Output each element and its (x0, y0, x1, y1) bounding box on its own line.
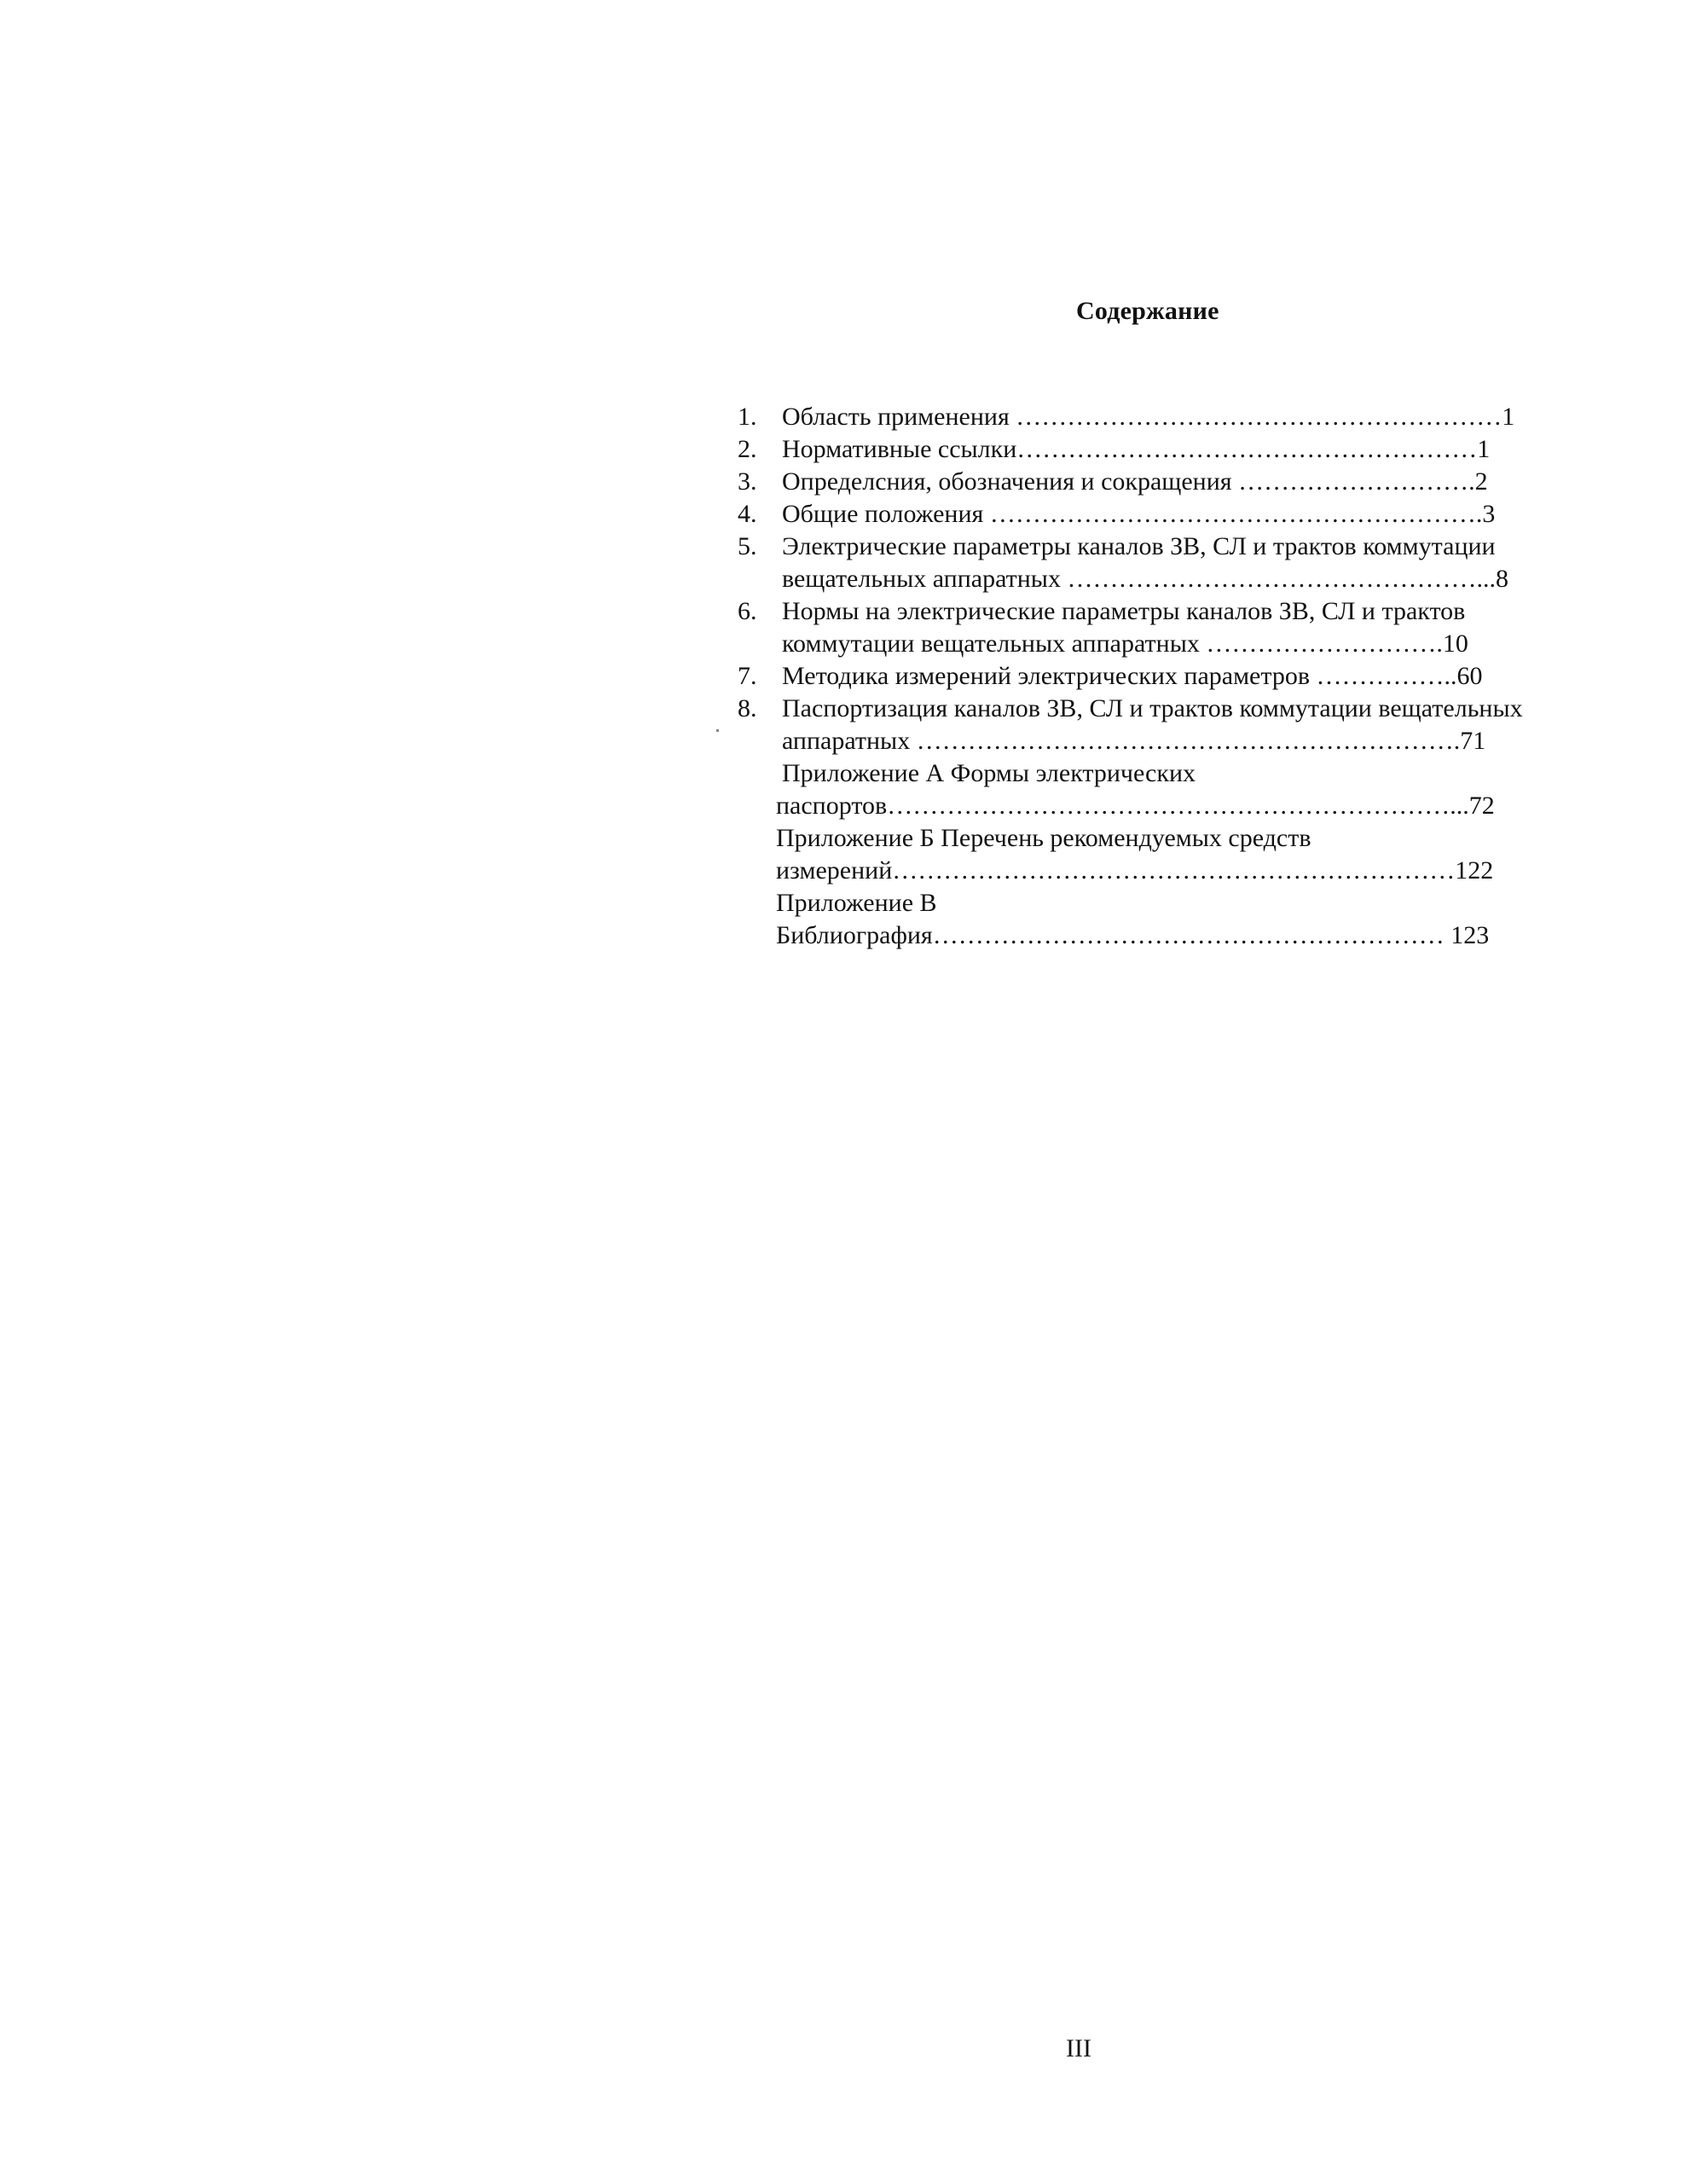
toc-entry-text: измерений…………………………………………………………122 (776, 856, 1494, 885)
toc-entry-number: 1. (738, 403, 757, 431)
page-number: III (1066, 2034, 1091, 2062)
toc-entry-number: 4. (738, 500, 757, 528)
table-of-contents (738, 401, 1590, 952)
toc-entry-text: Нормы на электрические параметры каналов ЗВ, СЛ и трактов (782, 597, 1466, 625)
toc-entry-text: Электрические параметры каналов ЗВ, СЛ и трактов коммутации (782, 532, 1496, 560)
toc-appendix-entry (738, 757, 1590, 790)
toc-entry-text: Область применения …………………………………………………1 (782, 403, 1515, 431)
toc-entry-continuation (738, 725, 1590, 757)
toc-entry-text: Приложение Б Перечень рекомендуемых средств (776, 824, 1311, 852)
toc-entry-number: 5. (738, 532, 757, 560)
toc-entry-text: вещательных аппаратных …………………………………………...8 (782, 565, 1508, 593)
toc-appendix-entry-continuation (738, 790, 1590, 822)
toc-entry (738, 693, 1590, 725)
toc-entry-text: Нормативные ссылки………………………………………………1 (782, 435, 1491, 463)
toc-entry (738, 498, 1590, 531)
toc-entry-text: Приложение В (776, 889, 937, 917)
toc-entry (738, 660, 1590, 693)
toc-entry-text: коммутации вещательных аппаратных ……………………….10 (782, 629, 1468, 658)
toc-appendix-entry-continuation (738, 855, 1590, 887)
toc-entry-text: Методика измерений электрических параметров ……………..60 (782, 662, 1483, 690)
toc-entry-text: Общие положения ………………………………………………….3 (782, 500, 1496, 528)
toc-appendix-entry-continuation (738, 919, 1590, 952)
toc-entry-number: 6. (738, 597, 757, 625)
toc-entry-continuation (738, 628, 1590, 660)
toc-entry-text: паспортов…………………………………………………………...72 (776, 792, 1495, 820)
scan-speck (716, 729, 719, 732)
toc-entry-text: Паспортизация каналов ЗВ, СЛ и трактов коммутации вещательных (782, 694, 1523, 722)
toc-entry-number: 3. (738, 467, 757, 496)
toc-entry (738, 595, 1590, 628)
toc-entry-number: 8. (738, 694, 757, 722)
toc-entry-number: 2. (738, 435, 757, 463)
toc-entry-text: аппаратных ……………………………………………………….71 (782, 727, 1486, 755)
toc-appendix-entry (738, 822, 1590, 855)
toc-entry-text: Приложение А Формы электрических (782, 759, 1196, 787)
toc-entry (738, 433, 1590, 466)
toc-entry-number: 7. (738, 662, 757, 690)
toc-entry (738, 466, 1590, 498)
toc-entry-text: Библиография…………………………………………………… 123 (776, 921, 1490, 949)
page-title: Содержание (1076, 297, 1219, 325)
toc-entry (738, 531, 1590, 563)
toc-appendix-entry (738, 887, 1590, 919)
toc-entry-text: Определсния, обозначения и сокращения ……………………….2 (782, 467, 1488, 496)
toc-entry (738, 401, 1590, 433)
toc-entry-continuation (738, 563, 1590, 595)
